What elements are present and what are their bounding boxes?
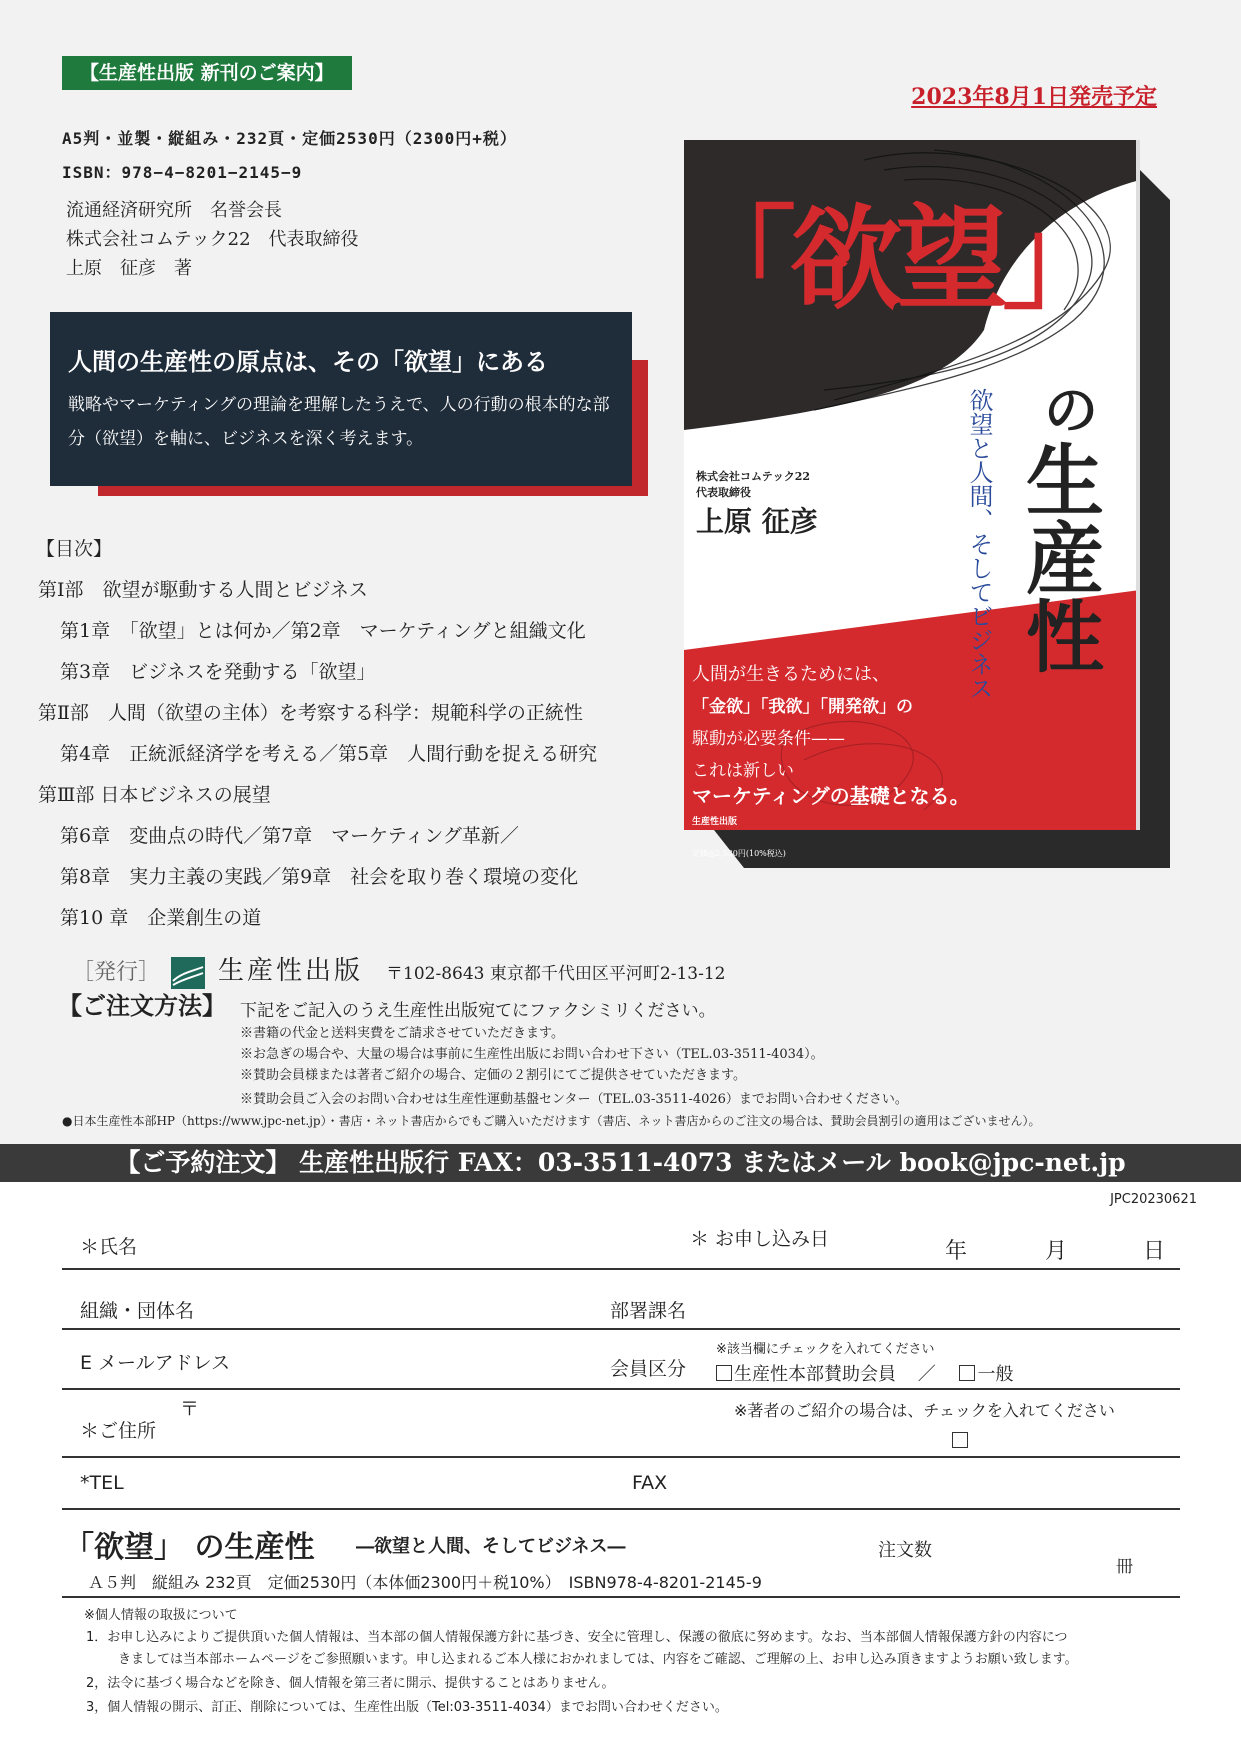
member-checkbox-general[interactable]	[959, 1365, 975, 1381]
toc-part: 第Ⅱ部 人間（欲望の主体）を考察する科学：規範科学の正統性	[38, 702, 583, 724]
toc-heading: 【目次】	[36, 538, 113, 560]
book-price: 定価◎2,530円(10%税込)	[692, 849, 786, 858]
highlight-title: 人間の生産性の原点は、その「欲望」にある	[68, 347, 548, 376]
member-checkbox-supporter[interactable]	[716, 1365, 732, 1381]
book-blurb-4: これは新しい	[692, 761, 794, 781]
privacy-heading: ※個人情報の取扱について	[84, 1608, 238, 1623]
form-divider	[62, 1388, 1180, 1390]
fax-field-label[interactable]: FAX	[632, 1472, 668, 1494]
book-blurb-5: マーケティングの基礎となる。	[692, 784, 970, 808]
referral-checkbox-wrap	[950, 1432, 970, 1451]
tel-field-label[interactable]: *TEL	[80, 1472, 124, 1494]
form-book-subtitle: ―欲望と人間、そしてビジネス―	[356, 1536, 626, 1557]
name-field-label[interactable]: ＊氏名	[80, 1236, 138, 1258]
referral-checkbox[interactable]	[952, 1432, 968, 1448]
quantity-unit[interactable]: 冊	[1116, 1557, 1133, 1577]
form-book-spec: Ａ５判 縦組み 232頁 定価2530円（本体価2300円＋税10%） ISBN978-4-8201-2145-9	[88, 1573, 762, 1592]
date-field-label: ＊ お申し込み日	[690, 1228, 830, 1250]
book-blurb-1: 人間が生きるためには、	[692, 664, 890, 685]
email-field-label[interactable]: E メールアドレス	[80, 1352, 231, 1374]
book-blurb-2: 「金欲」「我欲」「開発欲」の	[692, 697, 913, 717]
book-title-main: 「欲望」	[684, 194, 1108, 325]
book-cover	[684, 140, 1170, 868]
order-footnote: ●日本生産性本部HP（https://www.jpc-net.jp）・書店・ネット書店からでもご購入いただけます（書店、ネット書店からのご注文の場合は、賛助会員割引の適用はございません）。	[62, 1114, 1041, 1128]
member-field-label: 会員区分	[610, 1358, 687, 1380]
toc-part: 第Ⅰ部 欲望が駆動する人間とビジネス	[38, 579, 368, 601]
date-year[interactable]: 年	[945, 1239, 968, 1264]
announcement-label: 【生産性出版 新刊のご案内】	[62, 56, 352, 90]
member-note: ※該当欄にチェックを入れてください	[716, 1342, 935, 1357]
toc-chapter: 第10 章 企業創生の道	[60, 907, 262, 929]
privacy-item: 3，個人情報の開示、訂正、削除については、生産性出版（Tel:03-3511-4034）までお問い合わせください。	[86, 1700, 728, 1715]
author-name: 上原 征彦 著	[66, 258, 192, 279]
date-month[interactable]: 月	[1045, 1239, 1068, 1264]
book-isbn: ISBN：978−4−8201−2145−9	[62, 163, 303, 182]
book-title-sub: 生産性	[1013, 440, 1104, 674]
org-field-label[interactable]: 組織・団体名	[80, 1300, 195, 1322]
toc-chapter: 第6章 変曲点の時代／第7章 マーケティング革新／	[60, 825, 519, 847]
highlight-box	[50, 312, 632, 486]
release-date: 2023年8月1日発売予定	[911, 84, 1157, 110]
member-separator: ／	[917, 1364, 936, 1385]
author-affiliation-2: 株式会社コムテック22 代表取締役	[66, 229, 359, 250]
toc-chapter: 第8章 実力主義の実践／第9章 社会を取り巻く環境の変化	[60, 866, 579, 888]
highlight-body: 戦略やマーケティングの理論を理解したうえで、人の行動の根本的な部分（欲望）を軸に、ビジネスを深く考えます。	[68, 395, 610, 449]
publisher-address: 〒102-8643 東京都千代田区平河町2-13-12	[386, 964, 726, 984]
postal-mark: 〒	[180, 1398, 200, 1420]
order-instruction: 下記をご記入のうえ生産性出版宛てにファクシミリください。	[240, 1001, 716, 1021]
order-note: ※賛助会員ご入会のお問い合わせは生産性運動基盤センター（TEL.03-3511-4026）までお問い合わせください。	[240, 1092, 908, 1107]
toc-chapter: 第4章 正統派経済学を考える／第5章 人間行動を捉える研究	[60, 743, 598, 765]
toc-chapter: 第3章 ビジネスを発動する「欲望」	[60, 661, 376, 683]
privacy-item: きましては当本部ホームページをご参照願います。申し込まれるご本人様におかれましては、内容をご確認、ご理解の上、お申し込み頂きますようお願い致します。	[118, 1652, 1078, 1667]
publisher-logo-icon	[171, 957, 205, 989]
order-note: ※書籍の代金と送料実費をご請求させていただきます。	[240, 1026, 564, 1041]
toc-part: 第Ⅲ部 日本ビジネスの展望	[38, 784, 271, 806]
form-divider	[62, 1508, 1180, 1510]
form-code: JPC20230621	[1110, 1192, 1197, 1207]
book-publisher: 生産性出版	[692, 817, 738, 827]
book-role: 代表取締役	[696, 486, 751, 499]
privacy-item: 1．お申し込みによりご提供頂いた個人情報は、当本部の個人情報保護方針に基づき、安全に管理し、保護の徹底に努めます。なお、当本部個人情報保護方針の内容につ	[86, 1630, 1068, 1645]
order-note: ※賛助会員様または著者ご紹介の場合、定価の２割引にてご提供させていただきます。	[240, 1068, 746, 1083]
member-option-general: 一般	[977, 1364, 1014, 1385]
book-blurb-3: 駆動が必要条件——	[692, 729, 845, 749]
dept-field-label[interactable]: 部署課名	[610, 1300, 687, 1322]
publisher-label: ［発行］	[72, 960, 161, 985]
address-field-label[interactable]: ＊ご住所	[80, 1420, 157, 1442]
book-company: 株式会社コムテック22	[696, 470, 811, 483]
book-title-no: の	[1044, 378, 1098, 442]
privacy-item: 2，法令に基づく場合などを除き、個人情報を第三者に開示、提供することはありません。	[86, 1676, 615, 1691]
order-heading: 【ご注文方法】	[58, 991, 226, 1020]
member-options	[714, 1360, 1013, 1386]
book-author: 上原 征彦	[696, 505, 818, 538]
date-day[interactable]: 日	[1143, 1239, 1166, 1264]
form-divider	[62, 1456, 1180, 1458]
quantity-label: 注文数	[878, 1540, 932, 1561]
book-format: A5判・並製・縦組み・232頁・定価2530円（2300円+税）	[62, 129, 517, 148]
publisher-name: 生産性出版	[218, 956, 364, 986]
referral-note: ※著者のご紹介の場合は、チェックを入れてください	[734, 1401, 1115, 1420]
form-divider	[62, 1268, 1180, 1270]
form-book-title: 「欲望」 の生産性	[64, 1530, 315, 1565]
author-affiliation-1: 流通経済研究所 名誉会長	[66, 200, 282, 221]
order-bar: 【ご予約注文】 生産性出版行 FAX：03-3511-4073 またはメール book@jpc-net.jp	[0, 1144, 1241, 1182]
toc-chapter: 第1章 「欲望」とは何か／第2章 マーケティングと組織文化	[60, 620, 586, 642]
order-note: ※お急ぎの場合や、大量の場合は事前に生産性出版にお問い合わせ下さい（TEL.03-3511-4034）。	[240, 1047, 824, 1062]
member-option-supporter: 生産性本部賛助会員	[734, 1364, 896, 1385]
form-divider	[62, 1328, 1180, 1330]
publisher-row	[72, 950, 725, 989]
book-subtitle: 欲望と人間、そしてビジネス	[965, 388, 993, 700]
form-divider	[62, 1596, 1180, 1598]
